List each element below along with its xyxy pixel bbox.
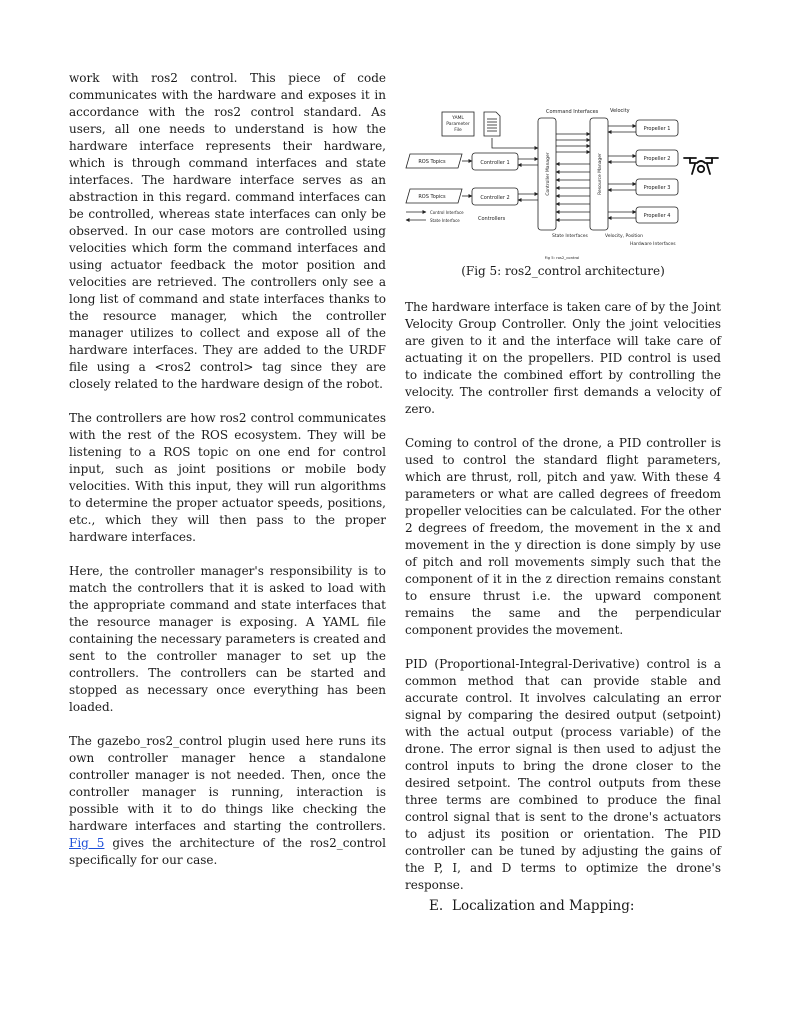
left-paragraph-3: Here, the controller manager's responsibility is to match the controllers that it is asked to load with the appropriate command and state interfaces that the resource manager is exposing. A YAML file containing the necessary parameters is created and sent to the controller manager to set up the controllers. The controllers can be started and stopped as necessary once everything has been loaded. bbox=[69, 564, 386, 714]
left-paragraph-1: work with ros2 control. This piece of code communicates with the hardware and exposes it in accordance with the ros2 control standard. As users, all one needs to understand is how the hardware interface represents their hardware, which is through command interfaces and state interfaces. The hardware interface serves as an abstraction in this regard. command interfaces can be controlled, whereas state interfaces can only be observed. In our case motors are controlled using velocities which form the command interfaces and using actuator feedback the motor position and velocities are retrieved. The controllers only see a long list of command and state interfaces thanks to the resource manager, which the controller manager utilizes to collect and expose all of the hardware interfaces. They are added to the URDF file using a <ros2 control> tag since they are closely related to the hardware design of the robot. bbox=[69, 71, 386, 391]
left-paragraph-4-start: The gazebo_ros2_control plugin used here runs its own controller manager hence a standalone controller manager is not needed. Then, once the controller manager is running, interaction is possible with it to do things like checking the hardware interfaces and starting the controllers. bbox=[69, 734, 386, 833]
controller-2-label: Controller 2 bbox=[480, 195, 510, 201]
label-controllers: Controllers bbox=[478, 216, 506, 222]
label-command-interfaces: Command Interfaces bbox=[546, 109, 599, 115]
architecture-diagram bbox=[400, 104, 726, 264]
legend-control-interface: Control Interface bbox=[430, 210, 464, 215]
propeller-3-label: Propeller 3 bbox=[643, 185, 671, 191]
label-state-interfaces: State Interfaces bbox=[552, 234, 588, 239]
ros-topic-2-label: ROS Topics bbox=[418, 194, 446, 200]
left-column bbox=[69, 70, 386, 886]
left-paragraph-4 bbox=[69, 733, 386, 869]
controller-manager-label: Controller Manager bbox=[546, 152, 551, 196]
section-letter: E. bbox=[429, 898, 444, 914]
inner-figure-caption: Fig 5: ros2_control bbox=[544, 255, 580, 260]
left-paragraph-2: The controllers are how ros2 control communicates with the rest of the ROS ecosystem. They will be listening to a ROS topic on one end for control input, such as joint positions or mobile body velocities. With this input, they will run algorithms to determine the proper actuator speeds, positions, etc., which they will then pass to the proper hardware interfaces. bbox=[69, 411, 386, 544]
document-icon bbox=[484, 112, 500, 136]
architecture-figure bbox=[400, 104, 726, 264]
yaml-line-1: YAML bbox=[452, 116, 464, 121]
propeller-1-label: Propeller 1 bbox=[643, 126, 671, 132]
right-paragraph-2: Coming to control of the drone, a PID controller is used to control the standard flight parameters, which are thrust, roll, pitch and yaw. With these 4 parameters or what are called degrees of freedom propeller velocities can be calculated. For the other 2 degrees of freedom, the movement in the x and movement in the y direction is done simply by use of pitch and roll movements simply such that the component of it in the z direction remains constant to ensure thrust i.e. the upward component remains the same and the perpendicular component provides the movement. bbox=[405, 436, 721, 637]
controller-1-label: Controller 1 bbox=[480, 160, 510, 166]
yaml-line-3: File bbox=[454, 128, 462, 133]
resource-manager-label: Resource Manager bbox=[598, 153, 603, 195]
drone-icon bbox=[684, 158, 718, 174]
right-paragraph-1: The hardware interface is taken care of by the Joint Velocity Group Controller. Only the joint velocities are given to it and the interface will take care of actuating it on the propellers. PID control is used to indicate the combined effort by controlling the velocity. The controller first demands a velocity of zero. bbox=[405, 300, 721, 416]
label-velocity: Velocity bbox=[610, 108, 630, 114]
legend-state-interface: State Interface bbox=[430, 218, 460, 223]
left-paragraph-4-end: gives the architecture of the ros2_control specifically for our case. bbox=[69, 836, 386, 867]
figure-caption: (Fig 5: ros2_control architecture) bbox=[461, 264, 665, 278]
propeller-4-label: Propeller 4 bbox=[643, 213, 671, 219]
yaml-line-2: Parameter bbox=[446, 122, 470, 127]
right-column bbox=[405, 299, 721, 911]
section-heading-localization bbox=[429, 897, 634, 915]
label-hardware-interfaces: Hardware Interfaces bbox=[630, 242, 676, 247]
propeller-2-label: Propeller 2 bbox=[643, 156, 671, 162]
right-paragraph-3: PID (Proportional-Integral-Derivative) control is a common method that can provide stable and accurate control. It involves calculating an error signal by comparing the desired output (setpoint) with the actual output (process variable) of the drone. The error signal is then used to adjust the control inputs to bring the drone closer to the desired setpoint. The control outputs from these three terms are combined to produce the final control signal that is sent to the drone's actuators to adjust its position or orientation. The PID controller can be tuned by adjusting the gains of the P, I, and D terms to optimize the drone's response. bbox=[405, 657, 721, 892]
fig-5-link[interactable]: Fig 5 bbox=[69, 836, 105, 850]
ros-topic-1-label: ROS Topics bbox=[418, 159, 446, 165]
section-title: Localization and Mapping: bbox=[452, 898, 635, 914]
label-velocity-position: Velocity, Position bbox=[605, 234, 644, 239]
